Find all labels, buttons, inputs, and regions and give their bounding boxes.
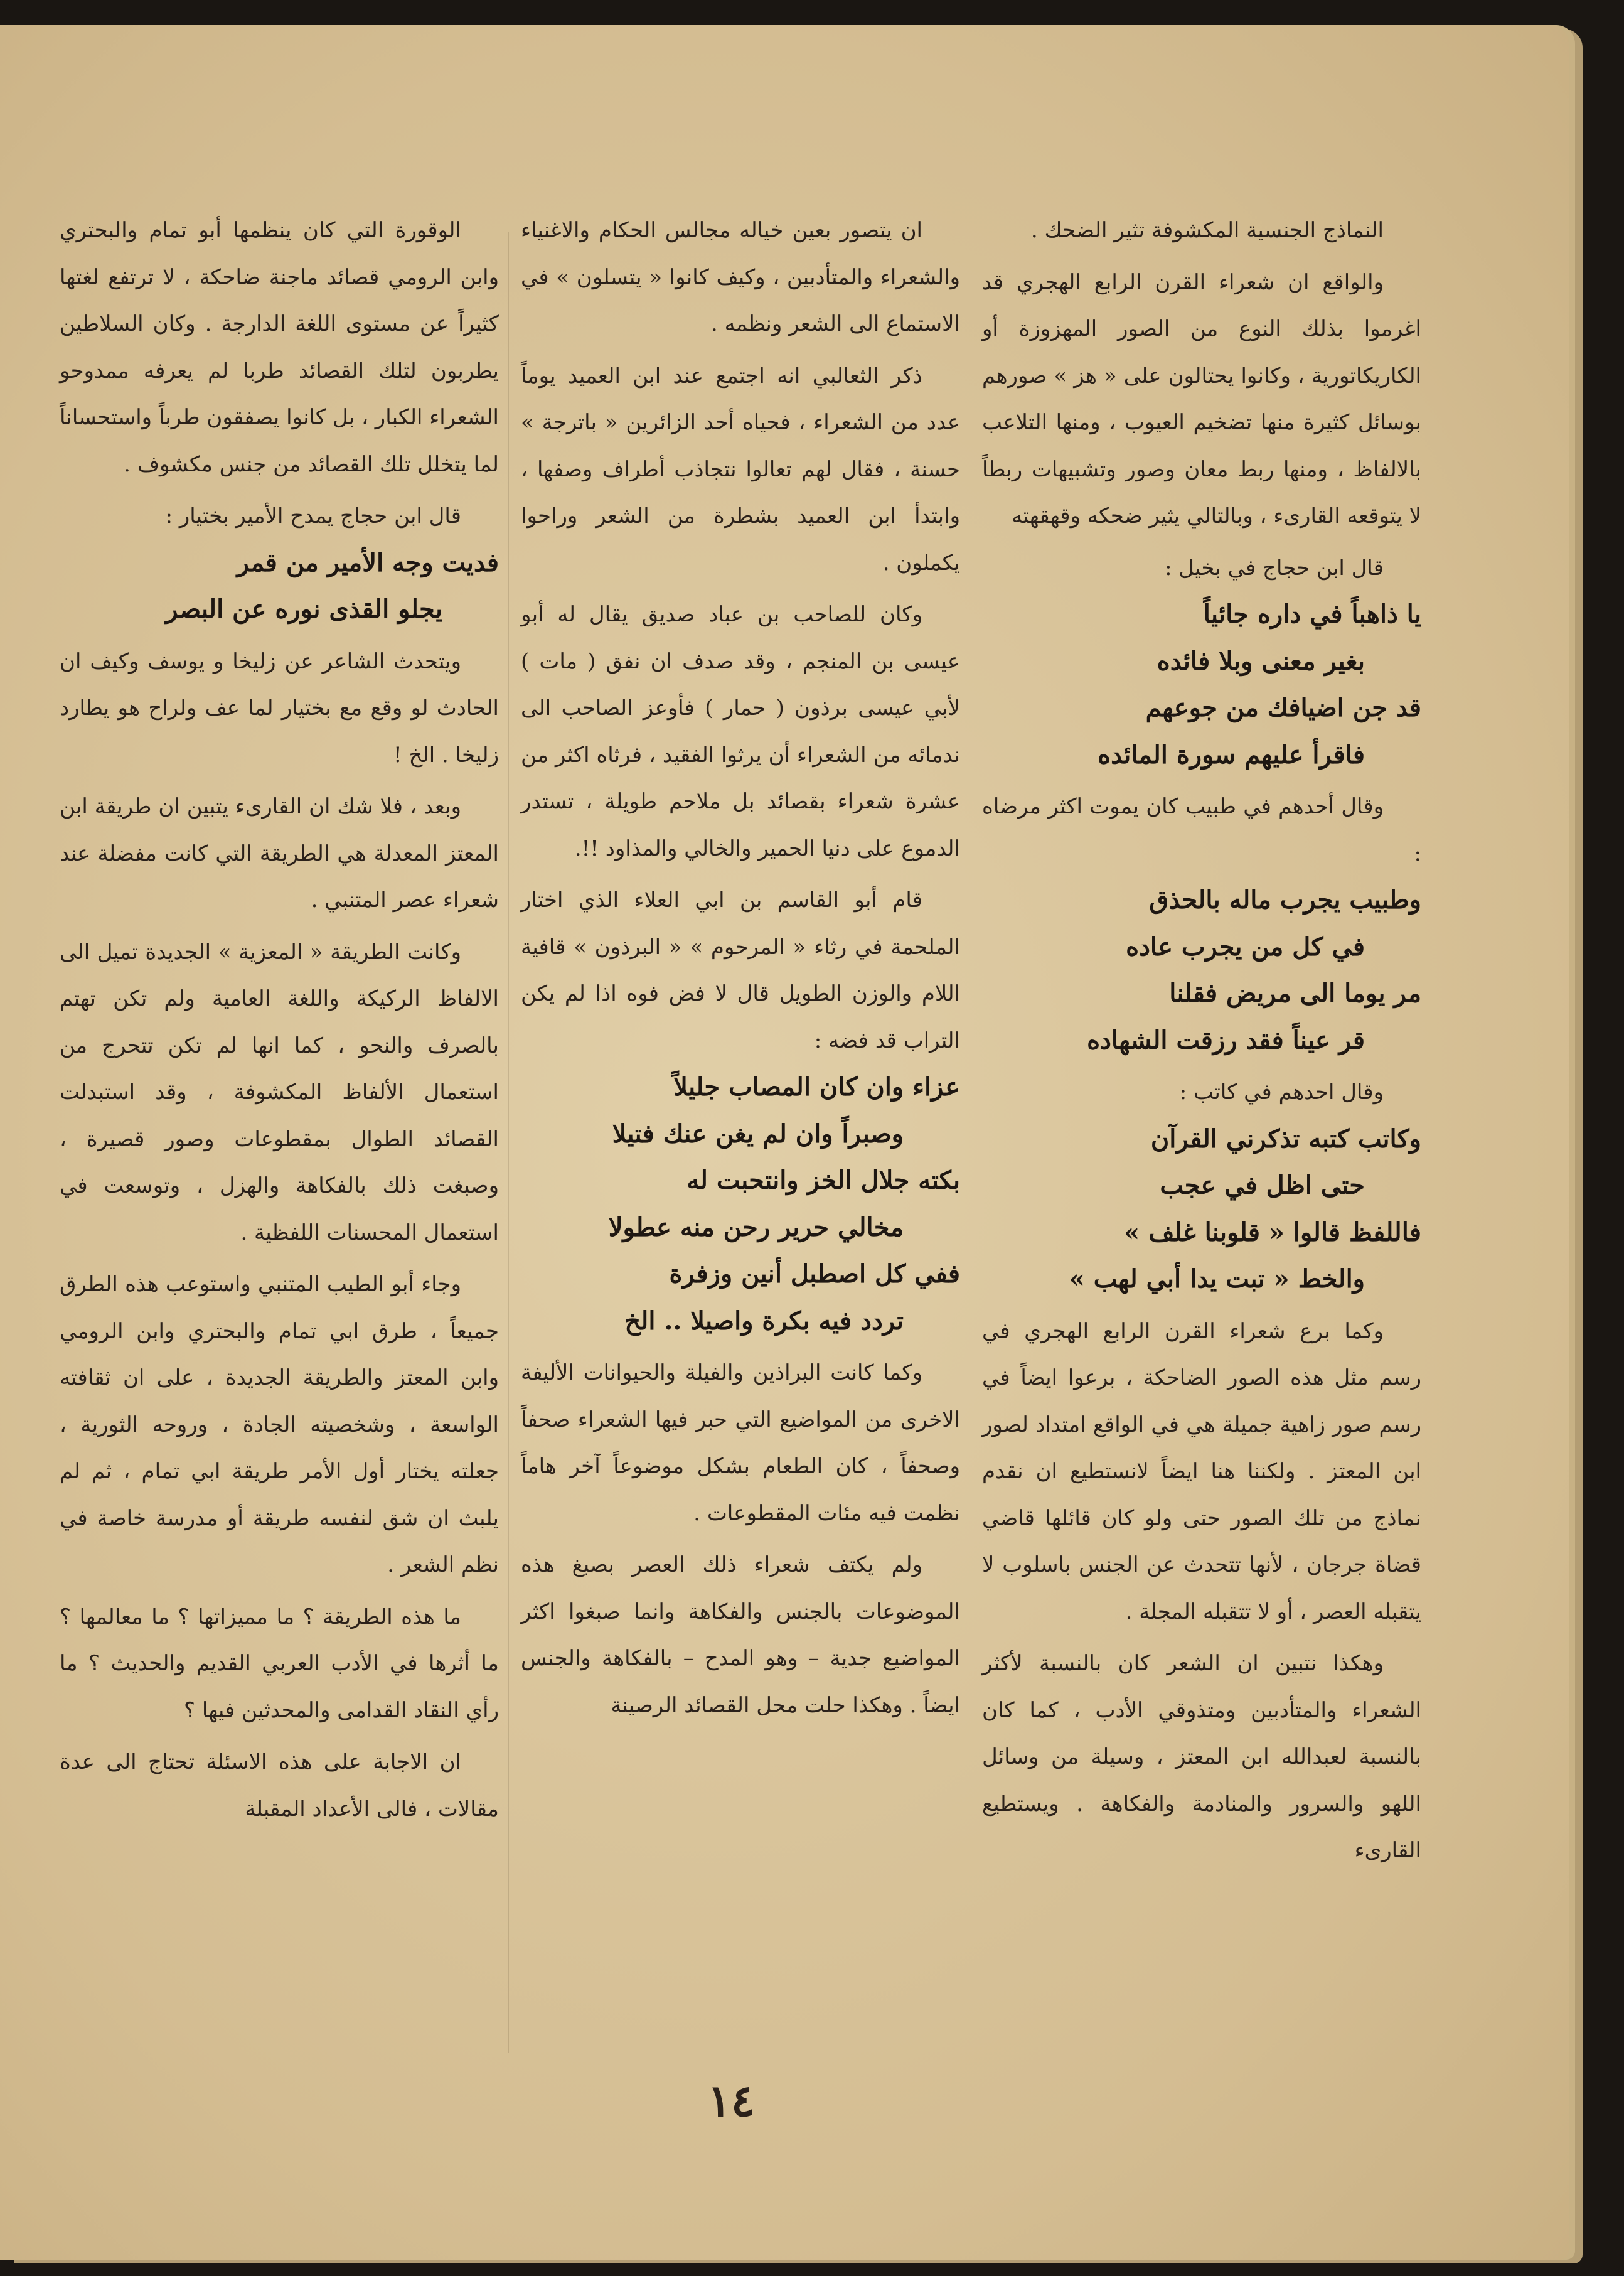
verse-first-hemistich: فديت وجه الأمير من قمر [237,547,499,577]
verse-second-hemistich: فاقرأ عليهم سورة المائده [1098,739,1365,770]
paragraph: والواقع ان شعراء القرن الرابع الهجري قد اغرموا بذلك النوع من الصور المهزوزة أو الكاريكاتورية ، وكانوا يحتالون على « هز » صورهم بوسائل كثيرة منها تضخيم العيوب ، ومنها التلاعب بالالفاظ ، ومنها ربط معان وصور وتشبيهات ربطاً لا يتوقعه القارىء ، وبالتالي يثير ضحكه وقهقهته [982,269,1421,529]
verse-first-hemistich: بكته جلال الخز وانتحبت له [686,1166,960,1195]
column-rule-left [508,232,509,2053]
text-column-right [982,207,1421,1874]
magazine-page [0,25,1569,2260]
verse-first-hemistich: ففي كل اصطبل أنين وزفرة [669,1259,960,1289]
paragraph: وقال احدهم في كاتب : [1179,1080,1384,1105]
verse-first-hemistich: عزاء وان كان المصاب جليلاً [673,1072,960,1102]
verse-second-hemistich: مخالي حرير رحن منه عطولا [608,1212,904,1242]
verse-second-hemistich: تردد فيه بكرة واصيلا .. الخ [624,1306,904,1336]
paragraph: وكما برع شعراء القرن الرابع الهجري في رسم مثل هذه الصور الضاحكة ، برعوا ايضاً في رسم صور زاهية جميلة هي في الواقع امتداد لصور ابن المعتز . ولكننا هنا ايضاً لانستطيع ان نقدم نماذج من تلك الصور حتى ولو كان قائلها قاضي قضاة جرجان ، لأنها تتحدث عن الجنس باسلوب لا يتقبله العصر ، أو لا تتقبله المجلة . [982,1318,1421,1624]
paragraph: ان يتصور بعين خياله مجالس الحكام والاغنياء والشعراء والمتأدبين ، وكيف كانوا « يتسلون » في الاستماع الى الشعر ونظمه . [521,218,960,336]
verse-first-hemistich: وكاتب كتبه تذكرني القرآن [1150,1124,1421,1154]
paragraph: قال ابن حجاج يمدح الأمير بختيار : [165,503,461,529]
text-column-middle [521,207,960,1729]
page-number: ١٤ [707,2075,755,2127]
paragraph: وكانت الطريقة « المعزية » الجديدة تميل الى الالفاظ الركيكة واللغة العامية ولم تكن تهتم بالصرف والنحو ، كما انها لم تكن تتحرج من استعمال الألفاظ المكشوفة ، وقد استبدلت القصائد الطوال بمقطوعات وصور قصيرة ، وصبغت ذلك بالفكاهة والهزل ، وتوسعت في استعمال المحسنات اللفظية . [60,939,499,1245]
paragraph: ولم يكتف شعراء ذلك العصر بصبغ هذه الموضوعات بالجنس والفكاهة وانما صبغوا اكثر المواضيع جدية – وهو المدح – بالفكاهة والجنس ايضاً . وهكذا حلت محل القصائد الرصينة [521,1552,960,1718]
verse-first-hemistich: فاللفظ قالوا « قلوبنا غلف » [1124,1217,1421,1247]
text-column-left [60,207,499,1832]
paragraph: ذكر الثعالبي انه اجتمع عند ابن العميد يوماً عدد من الشعراء ، فحياه أحد الزائرين « باترجة » حسنة ، فقال لهم تعالوا نتجاذب أطراف وصفها ، وابتدأ ابن العميد بشطرة من الشعر وراحوا يكملون . [521,363,960,576]
verse-second-hemistich: حتى اظل في عجب [1160,1171,1365,1200]
verse-first-hemistich: يا ذاهباً في داره جائياً [1203,599,1421,629]
paragraph: قال ابن حجاج في بخيل : [1165,555,1384,581]
paragraph: ويتحدث الشاعر عن زليخا و يوسف وكيف ان الحادث لو وقع مع بختيار لما عف ولراح هو يطارد زليخا . الخ ! [60,648,499,768]
verse-second-hemistich: وصبراً وان لم يغن عنك فتيلا [612,1119,904,1149]
paragraph: الوقورة التي كان ينظمها أبو تمام والبحتري وابن الرومي قصائد ماجنة ضاحكة ، لا ترتفع لغتها كثيراً عن مستوى اللغة الدارجة . وكان السلاطين يطربون لتلك القصائد طربا لم يعرفه ممدوحو الشعراء الكبار ، بل كانوا يصفقون طرباً واستحساناً لما يتخلل تلك القصائد من جنس مكشوف . [60,218,499,477]
verse-first-hemistich: وطبيب يجرب ماله بالحذق [1149,885,1421,915]
paragraph: النماذج الجنسية المكشوفة تثير الضحك . [1030,218,1384,243]
paragraph: وقال أحدهم في طبيب كان يموت اكثر مرضاه : [982,794,1421,866]
paragraph: وكان للصاحب بن عباد صديق يقال له أبو عيسى بن المنجم ، وقد صدف ان نفق ( مات ) لأبي عيسى برذون ( حمار ) فأوعز الصاحب الى ندمائه من الشعراء أن يرثوا الفقيد ، فرثاه اكثر من عشرة شعراء بقصائد بل ملاحم طويلة ، تستدر الدموع على دنيا الحمير والخالي والمذاود !!. [521,602,960,861]
paragraph: وكما كانت البراذين والفيلة والحيوانات الأليفة الاخرى من المواضيع التي حبر فيها الشعراء صحفاً وصحفاً ، كان الطعام بشكل موضوعاً آخر هاماً نظمت فيه مئات المقطوعات . [521,1360,960,1526]
verse-second-hemistich: بغير معنى وبلا فائده [1157,646,1365,676]
verse-second-hemistich: والخط « تبت يدا أبي لهب » [1069,1264,1365,1294]
paragraph: قام أبو القاسم بن ابي العلاء الذي اختار الملحمة في رثاء « المرحوم » « البرذون » قافية اللام والوزن الطويل قال لا فض فوه اذا لم يكن التراب قد فضه : [521,888,960,1053]
verse-second-hemistich: في كل من يجرب عاده [1126,931,1365,962]
verse-first-hemistich: مر يوما الى مريض فقلنا [1169,979,1421,1008]
verse-first-hemistich: قد جن اضيافك من جوعهم [1145,693,1421,722]
paragraph: وجاء أبو الطيب المتنبي واستوعب هذه الطرق جميعاً ، طرق ابي تمام والبحتري وابن الرومي وابن المعتز والطريقة الجديدة ، على ان ثقافته الواسعة ، وشخصيته الجادة ، وروحه الثورية ، جعلته يختار أول الأمر طريقة ابي تمام ، ثم لم يلبث ان شق لنفسه طريقة أو مدرسة خاصة في نظم الشعر . [60,1272,499,1577]
verse-second-hemistich: يجلو القذى نوره عن البصر [166,594,442,624]
paragraph: ما هذه الطريقة ؟ ما مميزاتها ؟ ما معالمها ؟ ما أثرها في الأدب العربي القديم والحديث ؟ ما رأي النقاد القدامى والمحدثين فيها ؟ [60,1604,499,1723]
verse-second-hemistich: قر عيناً فقد رزقت الشهاده [1087,1025,1365,1055]
paragraph: وبعد ، فلا شك ان القارىء يتبين ان طريقة ابن المعتز المعدلة هي الطريقة التي كانت مفضلة عند شعراء عصر المتنبي . [60,794,499,913]
paragraph: ان الاجابة على هذه الاسئلة تحتاج الى عدة مقالات ، فالى الأعداد المقبلة [60,1749,499,1822]
paragraph: وهكذا نتبين ان الشعر كان بالنسبة لأكثر الشعراء والمتأدبين ومتذوقي الأدب ، كما كان بالنسبة لعبدالله ابن المعتز ، وسيلة من وسائل اللهو والسرور والمنادمة والفكاهة . ويستطيع القارىء [982,1651,1421,1863]
